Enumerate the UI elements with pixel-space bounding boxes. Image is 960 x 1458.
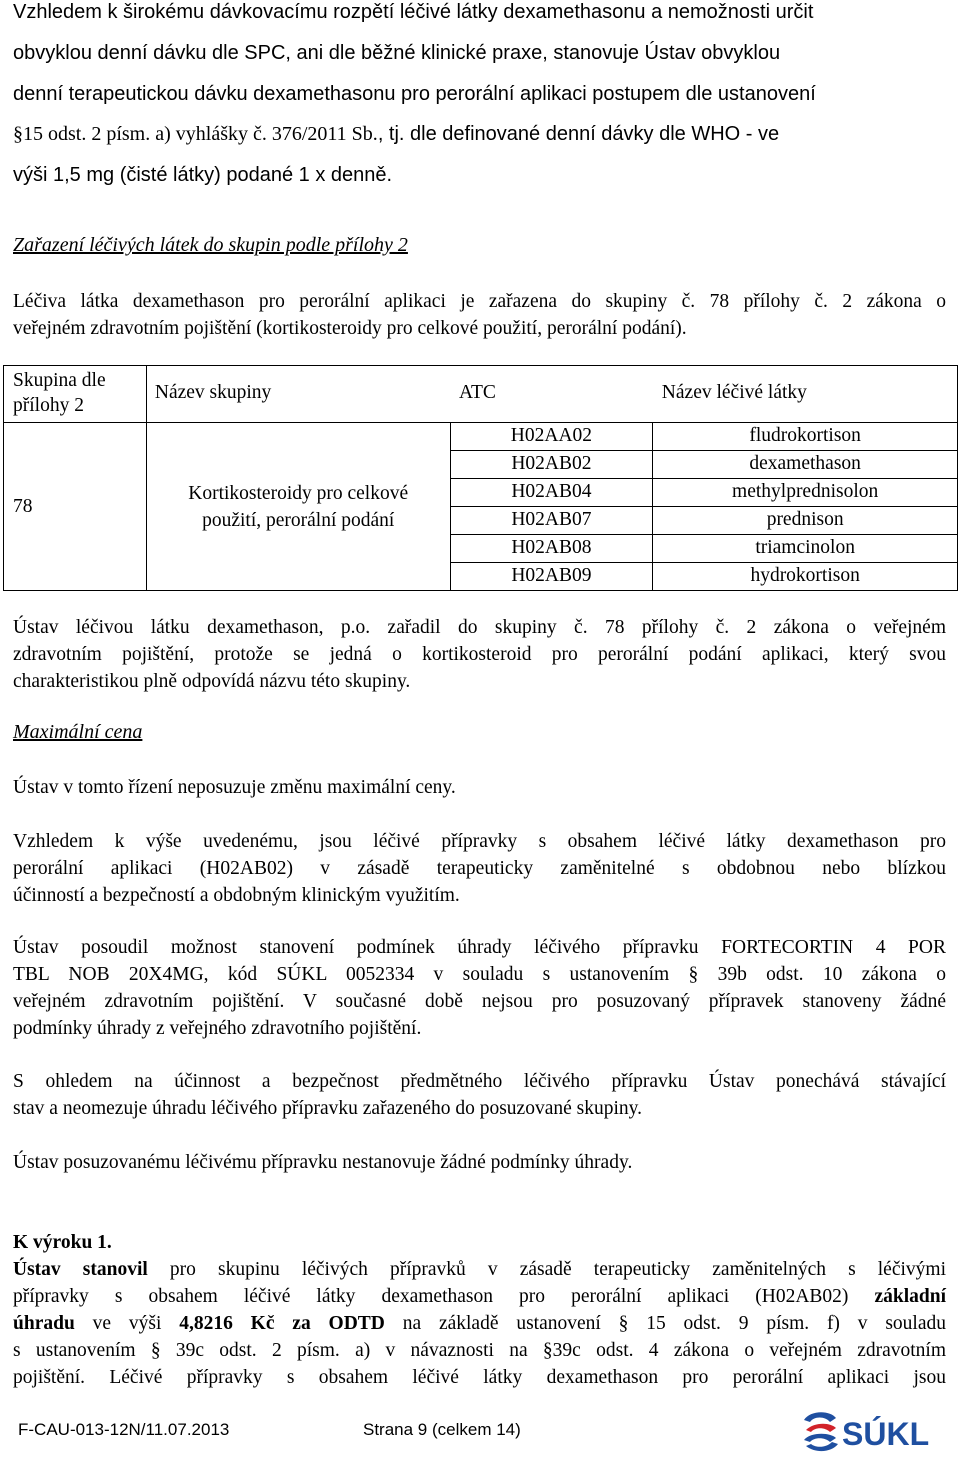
verdict-text: přípravky s obsahem léčivé látky dexamethason pro perorální aplikaci (H02AB02): [13, 1286, 875, 1307]
intro-line-1: Vzhledem k širokému dávkovacímu rozpětí léčivé látky dexamethasonu a nemožnosti určit: [13, 1, 814, 23]
substance-name: methylprednisolon: [653, 479, 958, 507]
sukl-logo: [800, 1406, 960, 1456]
sukl-logo-text: SÚKL: [842, 1416, 930, 1452]
atc-code: H02AB04: [450, 479, 653, 507]
table-header-cell: [450, 366, 653, 423]
substance-name: fludrokortison: [653, 423, 958, 451]
verdict-line: [13, 1283, 946, 1310]
classification-line: charakteristikou plně odpovídá názvu této skupiny.: [13, 671, 411, 692]
safety-line: stav a neomezuje úhradu léčivého přípravku zařazeného do posuzované skupiny.: [13, 1098, 642, 1119]
price-paragraph: [13, 774, 946, 801]
no-conditions-paragraph: [13, 1149, 946, 1176]
no-conditions-line: Ústav posuzovanému léčivému přípravku nestanovuje žádné podmínky úhrady.: [13, 1152, 633, 1173]
intro-line-2: obvyklou denní dávku dle SPC, ani dle běžné klinické praxe, stanovuje Ústav obvyklou: [13, 42, 781, 64]
group-number: 78: [13, 495, 33, 517]
conditions-paragraph: [13, 934, 946, 1042]
header-group-name: Název skupiny: [154, 382, 272, 403]
verdict-heading-text: K výroku 1.: [13, 1232, 112, 1253]
footer-form-code: F-CAU-013-12N/11.07.2013: [18, 1420, 230, 1439]
footer-page-number: Strana 9 (celkem 14): [363, 1420, 521, 1439]
price-line: Ústav v tomto řízení neposuzuje změnu maximální ceny.: [13, 777, 456, 798]
atc-code: H02AA02: [450, 423, 653, 451]
verdict-text: ve výši: [74, 1313, 180, 1334]
verdict-text: na základě ustanovení § 15 odst. 9 písm. f) v souladu: [384, 1313, 946, 1334]
substance-name: triamcinolon: [653, 535, 958, 563]
verdict-text: pro skupinu léčivých přípravků v zásadě terapeuticky zaměnitelných s léčivými: [147, 1259, 946, 1280]
table-header-cell: [146, 366, 450, 423]
group-paragraph-line: Léčiva látka dexamethason pro perorální aplikaci je zařazena do skupiny č. 78 přílohy č. 2 zákona o: [13, 291, 946, 312]
verdict-heading: [13, 1229, 946, 1256]
classification-paragraph: [13, 614, 946, 695]
group-paragraph: [13, 288, 946, 342]
atc-code: H02AB09: [450, 563, 653, 591]
atc-code: H02AB02: [450, 451, 653, 479]
verdict-line: pojištění. Léčivé přípravky s obsahem léčivé látky dexamethason pro perorální aplikaci jsou: [13, 1367, 946, 1388]
table-header-row: [4, 366, 958, 423]
group-paragraph-line: veřejném zdravotním pojištění (kortikosteroidy pro celkové použití, perorální podání).: [13, 318, 687, 339]
table-row: [4, 423, 958, 451]
conditions-line: veřejném zdravotním pojištění. V současné době nejsou pro posuzovaný přípravek stanoveny žádné: [13, 991, 946, 1012]
interchangeable-line: Vzhledem k výše uvedenému, jsou léčivé přípravky s obsahem léčivé látky dexamethason pro: [13, 831, 946, 852]
interchangeable-paragraph: [13, 828, 946, 909]
group-number-cell: [4, 423, 147, 591]
intro-line-5: výši 1,5 mg (čisté látky) podané 1 x denně.: [13, 164, 393, 186]
verdict-bold: Ústav stanovil: [13, 1259, 148, 1280]
verdict-bold: úhradu: [13, 1313, 75, 1334]
intro-line-4: [13, 114, 779, 155]
atc-code: H02AB07: [450, 507, 653, 535]
intro-line-4-rest: , tj. dle definované denní dávky dle WHO - ve: [377, 123, 780, 145]
interchangeable-line: perorální aplikaci (H02AB02) v zásadě terapeuticky zaměnitelné s obdobnou nebo blízkou: [13, 858, 946, 879]
interchangeable-line: účinností a bezpečností a obdobným klinickým využitím.: [13, 885, 460, 906]
classification-line: zdravotním pojištění, protože se jedná o kortikosteroid pro perorální podání aplikaci, který svou: [13, 644, 946, 665]
header-group-label: Skupina dle přílohy 2: [13, 370, 106, 416]
safety-paragraph: [13, 1068, 946, 1122]
group-name-cell: [146, 423, 450, 591]
group-table: [3, 365, 958, 591]
verdict-bold: 4,8216 Kč za ODTD: [179, 1313, 385, 1334]
conditions-line: podmínky úhrady z veřejného zdravotního pojištění.: [13, 1018, 422, 1039]
verdict-bold: základní: [874, 1286, 946, 1307]
table-header-cell: [653, 366, 958, 423]
substance-name: prednison: [653, 507, 958, 535]
substance-name: dexamethason: [653, 451, 958, 479]
table-header-cell: [4, 366, 147, 423]
group-name: Kortikosteroidy pro celkové použití, perorální podání: [188, 482, 409, 531]
conditions-line: Ústav posoudil možnost stanovení podmínek úhrady léčivého přípravku FORTECORTIN 4 POR: [13, 937, 946, 958]
intro-line-3: denní terapeutickou dávku dexamethasonu pro perorální aplikaci postupem dle ustanovení: [13, 83, 816, 105]
header-substance: Název léčivé látky: [661, 382, 807, 403]
intro-line-4-legal: §15 odst. 2 písm. a) vyhlášky č. 376/2011 Sb.: [13, 123, 378, 145]
group-section-heading: Zařazení léčivých látek do skupin podle přílohy 2: [13, 234, 408, 256]
price-section-heading: Maximální cena: [13, 721, 143, 743]
header-atc: ATC: [459, 382, 496, 403]
verdict-line: [13, 1310, 946, 1337]
verdict-line: [13, 1256, 946, 1283]
conditions-line: TBL NOB 20X4MG, kód SÚKL 0052334 v souladu s ustanovením § 39b odst. 10 zákona o: [13, 964, 946, 985]
atc-code: H02AB08: [450, 535, 653, 563]
safety-line: S ohledem na účinnost a bezpečnost předmětného léčivého přípravku Ústav ponechává stávající: [13, 1071, 946, 1092]
classification-line: Ústav léčivou látku dexamethason, p.o. zařadil do skupiny č. 78 přílohy č. 2 zákona o veřejném: [13, 617, 946, 638]
substance-name: hydrokortison: [653, 563, 958, 591]
verdict-line: s ustanovením § 39c odst. 2 písm. a) v návaznosti na §39c odst. 4 zákona o veřejném zdravotním: [13, 1340, 946, 1361]
verdict-section: [13, 1229, 946, 1391]
sukl-logo-mark-icon: [804, 1412, 838, 1451]
